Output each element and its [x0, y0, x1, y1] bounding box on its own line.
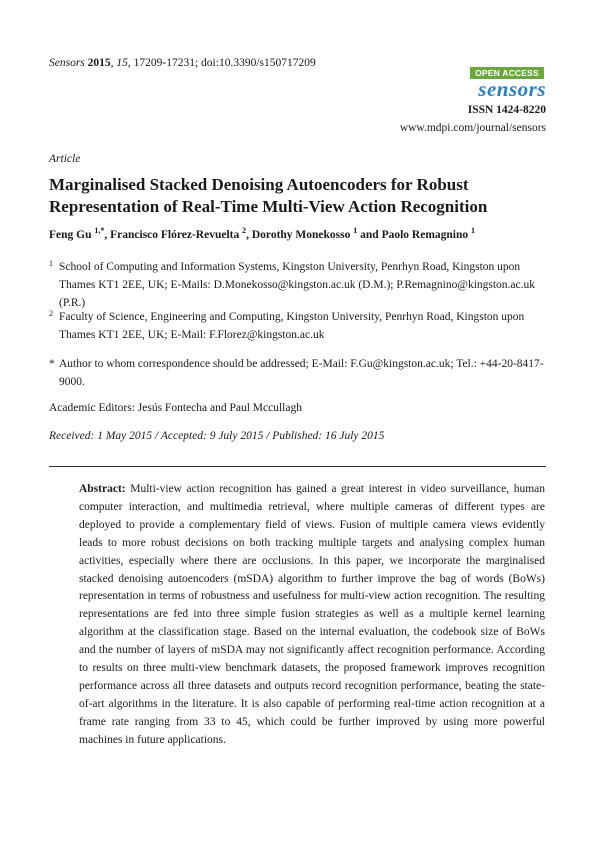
author-affil-mark: 1,* [94, 226, 105, 236]
author-name: Paolo Remagnino [381, 229, 469, 241]
author-affil-mark: 1 [471, 226, 476, 236]
author-affil-mark: 1 [353, 226, 358, 236]
correspondence-text: Author to whom correspondence should be addressed; E-Mail: F.Gu@kingston.ac.uk; Tel.: +44-20-8417-9000. [59, 358, 544, 388]
journal-pages-doi: , 17209-17231; doi:10.3390/s150717209 [127, 57, 316, 69]
abstract [79, 481, 545, 750]
paper-title: Marginalised Stacked Denoising Autoencoders for Robust Representation of Real-Time Multi-View Action Recognition [49, 175, 488, 216]
author-name: Francisco Flórez-Revuelta [110, 229, 240, 241]
affiliation-text: Faculty of Science, Engineering and Computing, Kingston University, Penrhyn Road, Kingston upon Thames KT1 2EE, UK; E-Mail: F.Florez@kingston.ac.uk [59, 311, 525, 341]
issn: ISSN 1424-8220 [467, 104, 546, 116]
author-name: Dorothy Monekosso [251, 229, 351, 241]
correspondence-star: * [49, 358, 55, 370]
journal-name: Sensors [49, 57, 85, 69]
affiliation-text: School of Computing and Information Systems, Kingston University, Penrhyn Road, Kingston upon Thames KT1 2EE, UK; E-Mails: D.Monekosso@kingston.ac.uk (D.M.); P.Remagnino@kingston.ac.uk (P.R.) [59, 261, 536, 309]
author-list [49, 226, 549, 241]
author-name: Feng Gu [49, 229, 92, 241]
journal-year: 2015 [87, 57, 111, 69]
affiliation-2 [49, 308, 546, 344]
academic-editors: Academic Editors: Jesús Fontecha and Paul Mccullagh [49, 402, 302, 414]
journal-logo: sensors [478, 77, 546, 101]
author-separator: , [104, 229, 111, 241]
journal-volume: 15 [116, 57, 128, 69]
journal-reference: Sensors 2015, 15, 17209-17231; doi:10.3390/s150717209 [49, 57, 316, 69]
abstract-label: Abstract: [79, 483, 126, 495]
publication-dates: Received: 1 May 2015 / Accepted: 9 July 2015 / Published: 16 July 2015 [49, 430, 385, 442]
open-access-badge: OPEN ACCESS [470, 67, 544, 79]
affiliation-number: 2 [49, 309, 53, 318]
correspondence-note [49, 355, 546, 391]
article-type: Article [49, 153, 81, 165]
journal-url[interactable]: www.mdpi.com/journal/sensors [399, 122, 546, 134]
section-divider [49, 466, 546, 467]
abstract-text: Multi-view action recognition has gained a great interest in video surveillance, human computer interaction, and multimedia retrieval, where multiple cameras of different types are deployed to provide a complementary field of views. Fusion of multiple camera views evidently leads to more robust decisions on both tracking multiple targets and analysing complex human activities, especially where there are occlusions. In this paper, we incorporate the marginalised stacked denoising autoencoders (mSDA) algorithm to further improve the bag of words (BoWs) representation in terms of robustness and usefulness for multi-view action recognition. The resulting representations are fed into three simple fusion strategies as well as a multiple kernel learning algorithm at the classification stage. Based on the internal evaluation, the codebook size of BoWs and the number of layers of mSDA may not significantly affect recognition performance. According to results on three multi-view benchmark datasets, the proposed framework improves recognition performance across all three datasets and outputs record recognition performance, beating the state-of-art algorithms in the literature. It is also capable of performing real-time action recognition at a frame rate ranging from 33 to 45, which could be further improved by using more powerful machines in future applications. [79, 483, 545, 746]
author-separator: and [357, 229, 382, 241]
affiliation-number: 1 [49, 259, 53, 268]
author-affil-mark: 2 [242, 226, 247, 236]
affiliation-1 [49, 258, 546, 312]
author-separator: , [246, 229, 252, 241]
